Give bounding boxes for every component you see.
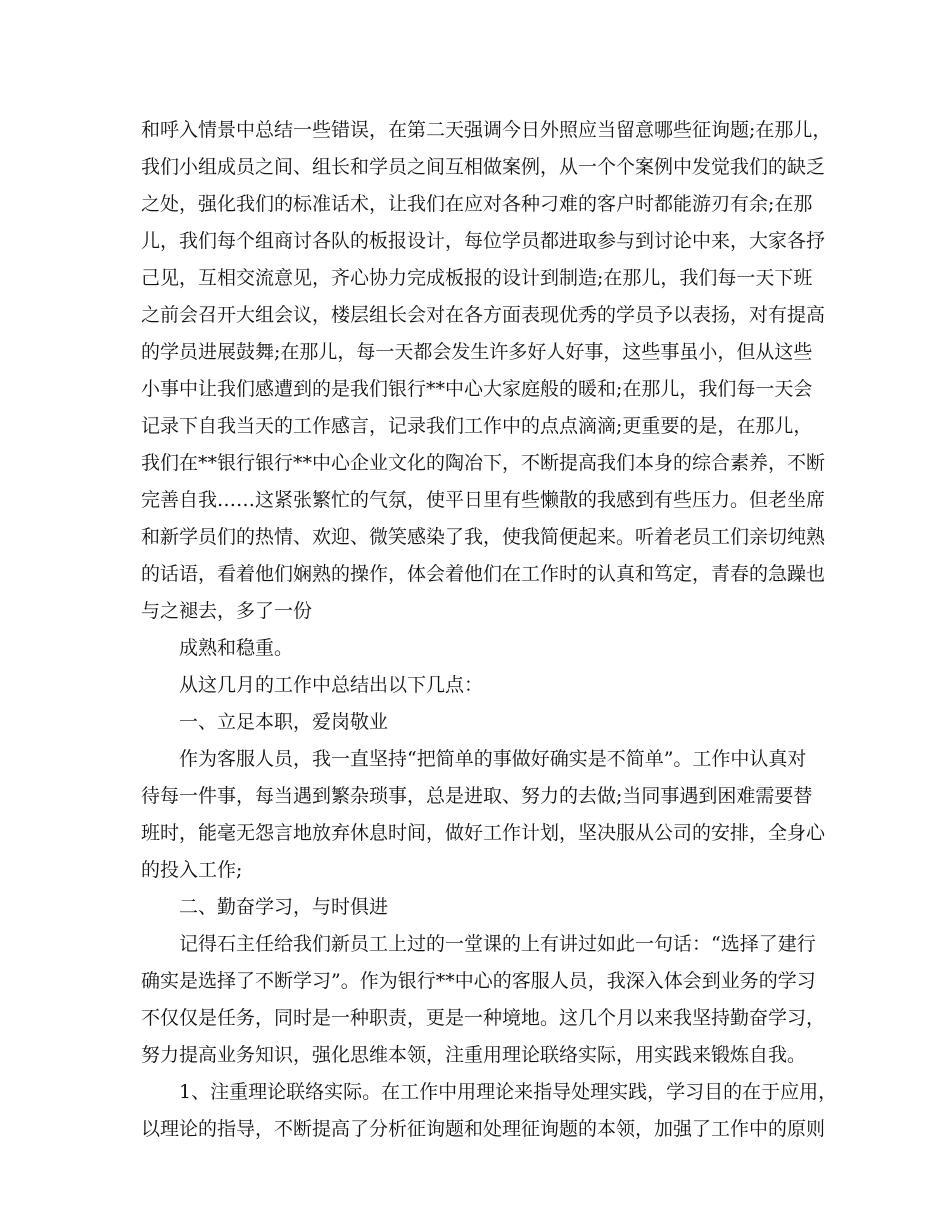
line-text: 和呼入情景中总结一些错误，在第二天强调今日外照应当留意哪些征询题;在那儿， — [141, 119, 832, 141]
paragraph-line — [0, 741, 950, 777]
line-text: 与之褪去，多了一份 — [141, 600, 313, 622]
paragraph-line — [0, 630, 950, 666]
paragraph-line — [0, 334, 950, 370]
line-text: 待每一件事，每当遇到繁杂琐事，总是进取、努力的去做;当同事遇到困难需要替 — [141, 785, 813, 807]
paragraph-line — [0, 519, 950, 555]
line-text: 二、勤奋学习，与时俱进 — [179, 896, 389, 918]
line-text: 之前会召开大组会议，楼层组长会对在各方面表现优秀的学员予以表扬，对有提高 — [141, 304, 826, 326]
line-text: 小事中让我们感遭到的是我们银行**中心大家庭般的暖和;在那儿，我们每一天会 — [141, 378, 813, 400]
paragraph-line — [0, 852, 950, 888]
line-text: 1、注重理论联络实际。在工作中用理论来指导处理实践，学习目的在于应用， — [179, 1081, 838, 1103]
paragraph-line — [0, 815, 950, 851]
section-heading — [0, 704, 950, 740]
paragraph-line — [0, 482, 950, 518]
line-text: 的话语，看着他们娴熟的操作，体会着他们在工作时的认真和笃定，青春的急躁也 — [141, 563, 826, 585]
line-text: 一、立足本职，爱岗敬业 — [179, 711, 389, 733]
paragraph-line — [0, 1074, 950, 1110]
line-text: 己见，互相交流意见，齐心协力完成板报的设计到制造;在那儿，我们每一天下班 — [141, 267, 813, 289]
section-heading — [0, 889, 950, 925]
paragraph-line — [0, 926, 950, 962]
paragraph-line — [0, 297, 950, 333]
line-text: 作为客服人员，我一直坚持“把简单的事做好确实是不简单”。工作中认真对 — [179, 748, 807, 770]
paragraph-line — [0, 1000, 950, 1036]
line-text: 成熟和稳重。 — [179, 637, 294, 659]
line-text: 儿，我们每个组商讨各队的板报设计，每位学员都进取参与到讨论中来，大家各抒 — [141, 230, 826, 252]
paragraph-line — [0, 149, 950, 185]
paragraph-line — [0, 1037, 950, 1073]
line-text: 确实是选择了不断学习”。作为银行**中心的客服人员，我深入体会到业务的学习 — [141, 970, 816, 992]
line-text: 努力提高业务知识，强化思维本领，注重用理论联络实际，用实践来锻炼自我。 — [141, 1044, 807, 1066]
paragraph-line — [0, 260, 950, 296]
paragraph-line — [0, 778, 950, 814]
paragraph-line — [0, 371, 950, 407]
paragraph-line — [0, 223, 950, 259]
paragraph-line — [0, 667, 950, 703]
line-text: 之处，强化我们的标准话术，让我们在应对各种刁难的客户时都能游刃有余;在那 — [141, 193, 813, 215]
paragraph-line — [0, 112, 950, 148]
line-text: 从这几月的工作中总结出以下几点： — [179, 674, 484, 696]
line-text: 我们在**银行银行**中心企业文化的陶冶下，不断提高我们本身的综合素养，不断 — [141, 452, 826, 474]
paragraph-line — [0, 186, 950, 222]
line-text: 完善自我……这紧张繁忙的气氛，使平日里有些懒散的我感到有些压力。但老坐席 — [141, 489, 826, 511]
paragraph-line — [0, 1111, 950, 1147]
line-text: 记得石主任给我们新员工上过的一堂课的上有讲过如此一句话：“选择了建行 — [179, 933, 816, 955]
line-text: 的投入工作; — [141, 859, 243, 881]
line-text: 不仅仅是任务，同时是一种职责，更是一种境地。这几个月以来我坚持勤奋学习， — [141, 1007, 826, 1029]
line-text: 和新学员们的热情、欢迎、微笑感染了我，使我简便起来。听着老员工们亲切纯熟 — [141, 526, 826, 548]
line-text: 我们小组成员之间、组长和学员之间互相做案例，从一个个案例中发觉我们的缺乏 — [141, 156, 826, 178]
paragraph-line — [0, 556, 950, 592]
line-text: 班时，能毫无怨言地放弃休息时间，做好工作计划，坚决服从公司的安排，全身心 — [141, 822, 826, 844]
line-text: 的学员进展鼓舞;在那儿，每一天都会发生许多好人好事，这些事虽小，但从这些 — [141, 341, 813, 363]
paragraph-line — [0, 445, 950, 481]
paragraph-line — [0, 593, 950, 629]
line-text: 记录下自我当天的工作感言，记录我们工作中的点点滴滴;更重要的是，在那儿， — [141, 415, 813, 437]
paragraph-line — [0, 408, 950, 444]
paragraph-line — [0, 963, 950, 999]
line-text: 以理论的指导，不断提高了分析征询题和处理征询题的本领，加强了工作中的原则 — [141, 1118, 826, 1140]
